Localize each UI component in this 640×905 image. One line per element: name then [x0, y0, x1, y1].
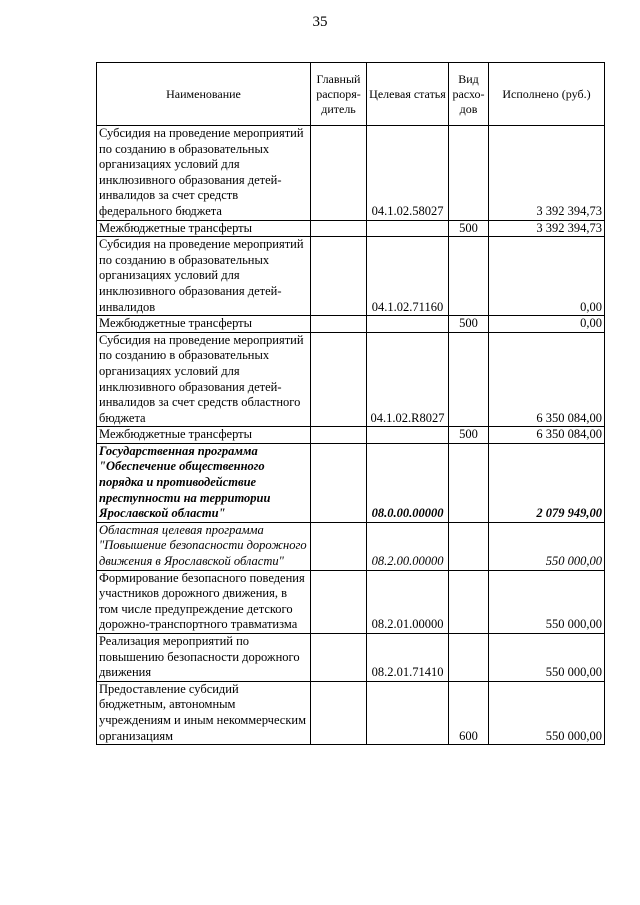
cell-amount: 550 000,00 — [489, 570, 605, 633]
cell-name: Субсидия на проведение мероприятий по созданию в образовательных организациях условий для инклюзивного образования детей-инвалидов за счет средств федерального бюджета — [97, 126, 311, 221]
cell-manager — [311, 681, 367, 744]
cell-manager — [311, 570, 367, 633]
cell-target: 08.2.00.00000 — [367, 522, 449, 570]
cell-type: 500 — [449, 220, 489, 237]
table-row — [97, 634, 605, 682]
table-row — [97, 332, 605, 427]
cell-amount: 0,00 — [489, 316, 605, 333]
cell-name: Субсидия на проведение мероприятий по созданию в образовательных организациях условий для инклюзивного образования детей-инвалидов — [97, 237, 311, 316]
cell-target: 04.1.02.R8027 — [367, 332, 449, 427]
cell-type — [449, 522, 489, 570]
cell-type: 500 — [449, 427, 489, 444]
cell-target — [367, 427, 449, 444]
cell-target — [367, 316, 449, 333]
cell-target: 08.2.01.71410 — [367, 634, 449, 682]
table-row — [97, 220, 605, 237]
cell-amount: 550 000,00 — [489, 634, 605, 682]
cell-name: Государственная программа "Обеспечение общественного порядка и противодействие преступности на территории Ярославской области" — [97, 443, 311, 522]
cell-name: Областная целевая программа "Повышение безопасности дорожного движения в Ярославской области" — [97, 522, 311, 570]
cell-name: Предоставление субсидий бюджетным, автономным учреждениям и иным некоммерческим организациям — [97, 681, 311, 744]
header-target: Целевая статья — [367, 63, 449, 126]
table-row — [97, 522, 605, 570]
cell-manager — [311, 332, 367, 427]
table-row — [97, 237, 605, 316]
cell-type — [449, 126, 489, 221]
cell-target: 08.0.00.00000 — [367, 443, 449, 522]
header-amount: Исполнено (руб.) — [489, 63, 605, 126]
table-row — [97, 570, 605, 633]
cell-name: Реализация мероприятий по повышению безопасности дорожного движения — [97, 634, 311, 682]
cell-type: 600 — [449, 681, 489, 744]
cell-amount: 3 392 394,73 — [489, 126, 605, 221]
cell-manager — [311, 443, 367, 522]
cell-type — [449, 570, 489, 633]
header-manager: Главный распоря-дитель — [311, 63, 367, 126]
page-number: 35 — [312, 14, 328, 30]
cell-manager — [311, 316, 367, 333]
cell-manager — [311, 634, 367, 682]
cell-amount: 6 350 084,00 — [489, 427, 605, 444]
cell-target — [367, 681, 449, 744]
cell-name: Субсидия на проведение мероприятий по созданию в образовательных организациях условий для инклюзивного образования детей-инвалидов за счет средств областного бюджета — [97, 332, 311, 427]
cell-target — [367, 220, 449, 237]
cell-amount: 3 392 394,73 — [489, 220, 605, 237]
cell-name: Межбюджетные трансферты — [97, 316, 311, 333]
cell-name: Формирование безопасного поведения участников дорожного движения, в том числе предупреждение детского дорожно-транспортного травматизма — [97, 570, 311, 633]
cell-manager — [311, 522, 367, 570]
cell-amount: 0,00 — [489, 237, 605, 316]
cell-name: Межбюджетные трансферты — [97, 220, 311, 237]
cell-type — [449, 443, 489, 522]
cell-type — [449, 332, 489, 427]
cell-amount: 2 079 949,00 — [489, 443, 605, 522]
cell-name: Межбюджетные трансферты — [97, 427, 311, 444]
cell-type — [449, 634, 489, 682]
cell-manager — [311, 237, 367, 316]
cell-amount: 550 000,00 — [489, 522, 605, 570]
cell-manager — [311, 126, 367, 221]
cell-amount: 6 350 084,00 — [489, 332, 605, 427]
table-body — [97, 126, 605, 745]
cell-target: 04.1.02.71160 — [367, 237, 449, 316]
table-row — [97, 126, 605, 221]
budget-table — [96, 62, 605, 745]
cell-amount: 550 000,00 — [489, 681, 605, 744]
table-row — [97, 443, 605, 522]
header-name: Наименование — [97, 63, 311, 126]
cell-type — [449, 237, 489, 316]
header-type: Вид расхо-дов — [449, 63, 489, 126]
table-row — [97, 316, 605, 333]
cell-type: 500 — [449, 316, 489, 333]
cell-target: 04.1.02.58027 — [367, 126, 449, 221]
cell-target: 08.2.01.00000 — [367, 570, 449, 633]
cell-manager — [311, 427, 367, 444]
cell-manager — [311, 220, 367, 237]
table-row — [97, 427, 605, 444]
table-header-row — [97, 63, 605, 126]
table-row — [97, 681, 605, 744]
